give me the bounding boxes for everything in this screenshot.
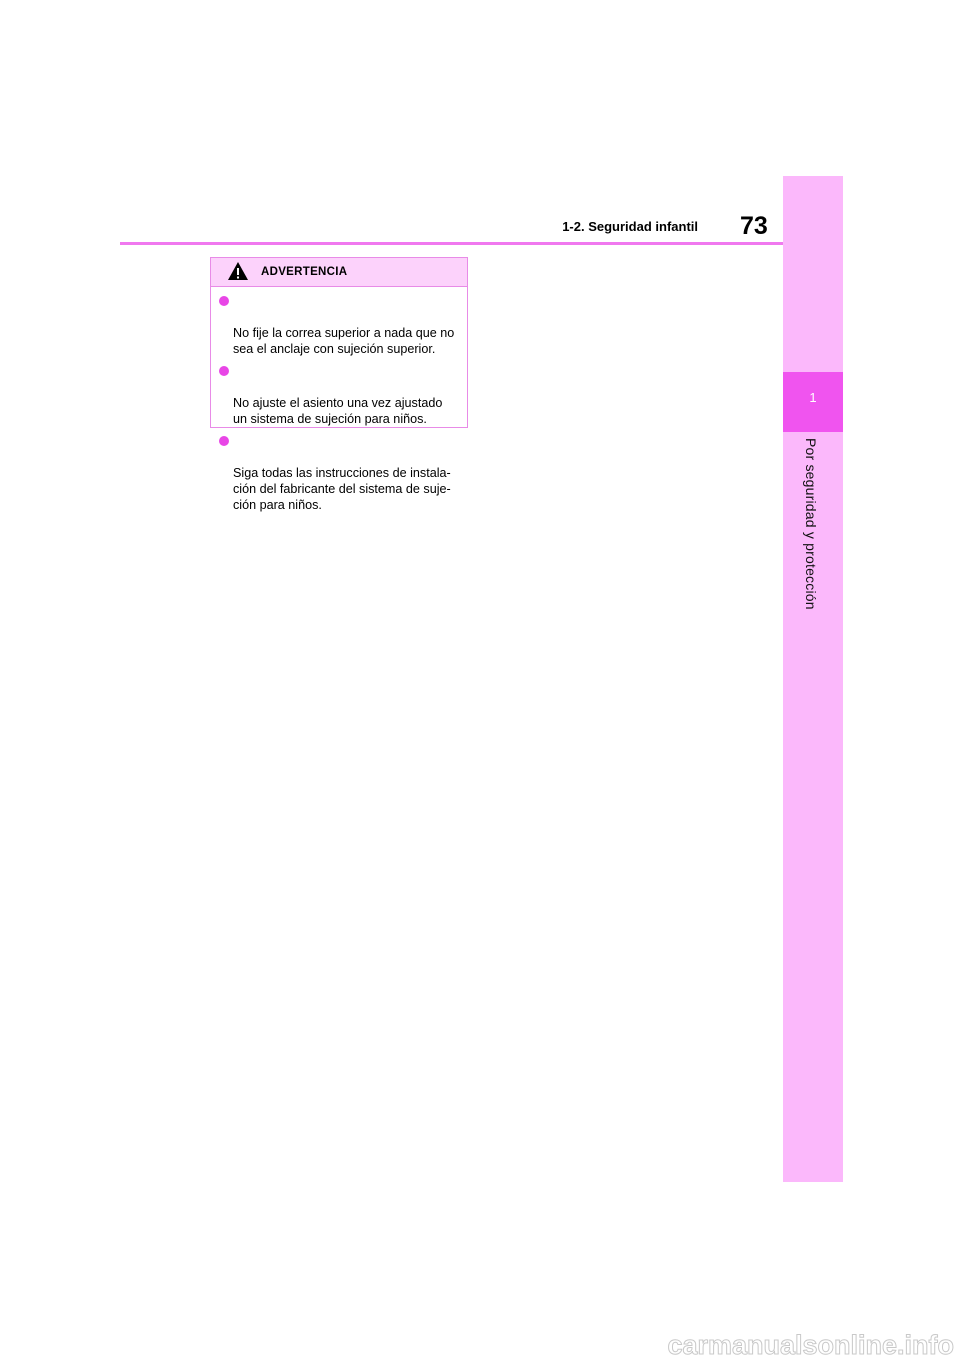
chapter-title: Por seguridad y protección — [803, 438, 819, 610]
bullet-icon — [219, 296, 229, 306]
bullet-icon — [219, 436, 229, 446]
page-number: 73 — [740, 212, 768, 240]
chapter-side-tab — [783, 176, 843, 1182]
warning-label: ADVERTENCIA — [261, 266, 348, 278]
warning-item-text: No fije la correa superior a nada que no sea el anclaje con sujeción superior. — [233, 326, 455, 356]
bullet-icon — [219, 366, 229, 376]
watermark-text: carmanualsonline.info — [667, 1333, 954, 1358]
warning-box — [210, 257, 468, 512]
warning-item — [219, 293, 459, 357]
warning-header — [211, 258, 467, 287]
watermark — [588, 1333, 960, 1358]
header-rule — [120, 242, 783, 245]
warning-item-text: No ajuste el asiento una vez ajustado un sistema de sujeción para niños. — [233, 396, 443, 426]
chapter-number: 1 — [809, 390, 817, 405]
warning-item — [219, 433, 459, 513]
warning-triangle-icon — [227, 261, 249, 281]
warning-list — [211, 287, 467, 513]
warning-item — [219, 363, 459, 427]
warning-item-text: Siga todas las instrucciones de instala- ción del fabricante del sistema de suje- ción para niños. — [233, 466, 451, 512]
section-title: 1-2. Seguridad infantil — [562, 219, 698, 234]
